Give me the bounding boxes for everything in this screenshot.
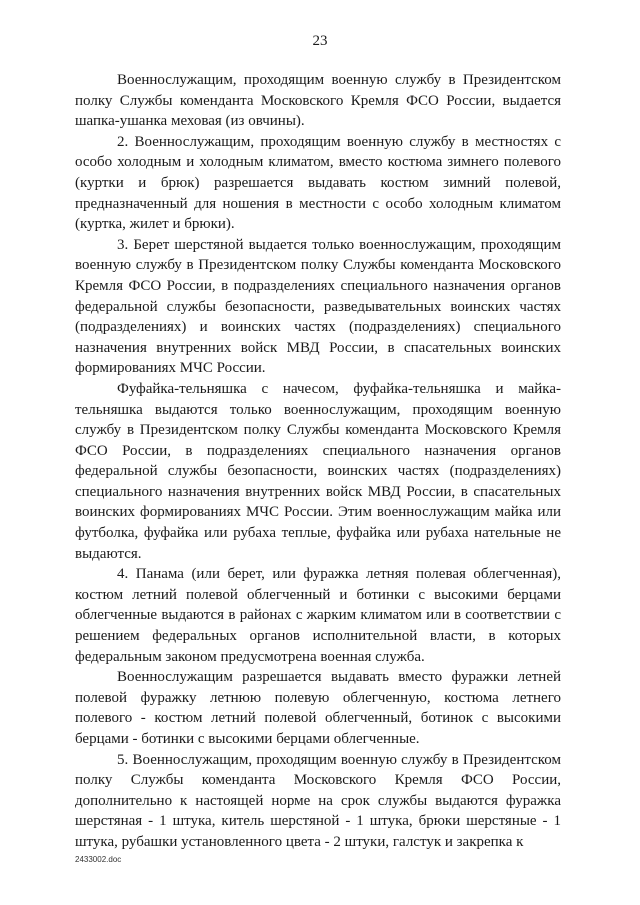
paragraph-2: 2. Военнослужащим, проходящим военную службу в местностях с особо холодным и холодным климатом, вместо костюма зимнего полевого (куртки и брюк) разрешается выдавать костюм зимний полевой, предназначенный для ношения в местности с особо холодным климатом (куртка, жилет и брюки). [75,133,561,233]
paragraph-4: Фуфайка-тельняшка с начесом, фуфайка-тельняшка и майка-тельняшка выдаются только военнослужащим, проходящим военную службу в Президентском полку Службы коменданта Московского Кремля ФСО России, в подразделениях специального назначения органов федеральной службы безопасности, воинских частях (подразделениях) специального назначения внутренних войск МВД России, в спасательных воинских формированиях МЧС России. Этим военнослужащим майка или футболка, фуфайка или рубаха теплые, фуфайка или рубаха нательные не выдаются. [75,380,561,562]
paragraph-3: 3. Берет шерстяной выдается только военнослужащим, проходящим военную службу в Президентском полку Службы коменданта Московского Кремля ФСО России, в подразделениях специального назначения органов федеральной службы безопасности, разведывательных воинских частях (подразделениях) и воинских частях (подразделениях) специального назначения внутренних войск МВД России, в спасательных воинских формированиях МЧС России. [75,236,561,377]
paragraph-1: Военнослужащим, проходящим военную службу в Президентском полку Службы коменданта Московского Кремля ФСО России, выдается шапка-ушанка меховая (из овчины). [75,72,561,130]
paragraph-7: 5. Военнослужащим, проходящим военную службу в Президентском полку Службы коменданта Московского Кремля ФСО России, дополнительно к настоящей норме на срок службы выдаются фуражка шерстяная - 1 штука, китель шерстяной - 1 штука, брюки шерстяные - 1 штука, рубашки установленного цвета - 2 штуки, галстук и закрепка к [75,751,561,850]
footer-doc-id: 2433002.doc [75,855,122,864]
document-body [75,70,561,853]
page-number: 23 [312,33,328,49]
paragraph-6: Военнослужащим разрешается выдавать вместо фуражки летней полевой фуражку летнюю полевую облегченную, костюма летнего полевого - костюм летний полевой облегченный, ботинок с высокими берцами - ботинки с высокими берцами облегченные. [75,669,561,747]
paragraph-5: 4. Панама (или берет, или фуражка летняя полевая облегченная), костюм летний полевой облегченный и ботинки с высокими берцами облегченные выдаются в районах с жарким климатом или в соответствии с решением федеральных органов исполнительной власти, в которых федеральным законом предусмотрена военная служба. [75,566,561,665]
